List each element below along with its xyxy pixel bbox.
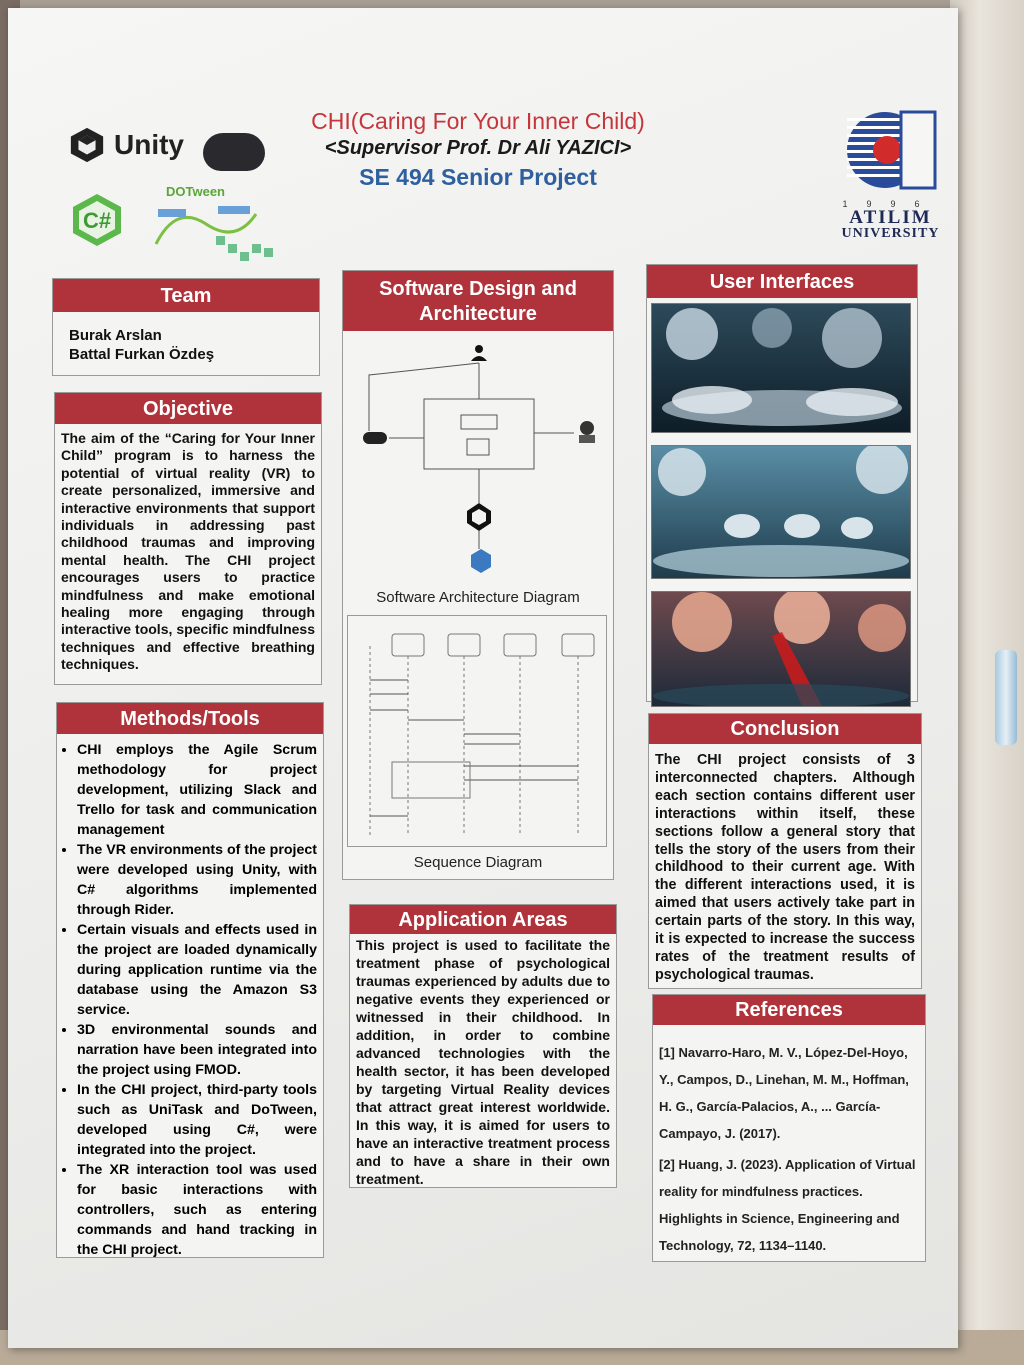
title-block bbox=[258, 106, 698, 191]
poster bbox=[8, 8, 958, 1348]
sequence-caption: Sequence Diagram bbox=[413, 854, 543, 871]
dotween-label: DOTween bbox=[166, 184, 225, 199]
references-panel bbox=[652, 994, 926, 1262]
unity-cube-icon bbox=[68, 126, 106, 164]
csharp-icon bbox=[70, 192, 124, 248]
course-name: SE 494 Senior Project bbox=[359, 164, 597, 190]
vr-headset-icon bbox=[203, 133, 265, 171]
objective-text: The aim of the “Caring for Your Inner Child” program is to harness the potential of virtual reality (VR) to create personalized, immersive and interactive environments that support individuals in addressing past childhood traumas and improving mental health. The CHI project encourages users to practice mindfulness and make emotional healing more engaging through interactive tools, specific mindfulness techniques and effective breathing techniques. bbox=[61, 430, 315, 673]
conclusion-heading: Conclusion bbox=[649, 714, 921, 744]
vr-sunset-screenshot bbox=[651, 591, 911, 707]
water-bottle bbox=[995, 650, 1017, 745]
university-sub: UNIVERSITY bbox=[841, 226, 940, 241]
unity-logo bbox=[68, 126, 184, 164]
supervisor-line: <Supervisor Prof. Dr Ali YAZICI> bbox=[324, 137, 632, 159]
poster-title: CHI(Caring For Your Inner Child) bbox=[311, 108, 645, 134]
ui-heading: User Interfaces bbox=[647, 265, 917, 298]
dotween-logo bbox=[146, 184, 286, 264]
list-item: • CHI employs the Agile Scrum methodology for project development, utilizing Slack and Trello for task and communication management bbox=[77, 740, 317, 840]
architecture-caption: Software Architecture Diagram bbox=[376, 589, 580, 606]
team-panel bbox=[52, 278, 320, 376]
objective-panel bbox=[54, 392, 322, 685]
methods-panel bbox=[56, 702, 324, 1258]
application-panel bbox=[349, 904, 617, 1188]
university-name: ATILIM bbox=[849, 207, 932, 228]
references-list bbox=[653, 1025, 925, 1273]
reference-item: [2] Huang, J. (2023). Application of Virtual reality for mindfulness practices. Highlights in Science, Engineering and Technology, 72, 1134–1140. bbox=[659, 1157, 916, 1253]
reference-item: [1] Navarro-Haro, M. V., López-Del-Hoyo, Y., Campos, D., Linehan, M. M., Hoffman, H. G., García-Palacios, A., ... García-Campayo, J. (2017). bbox=[659, 1045, 909, 1141]
university-year: 1996 bbox=[842, 199, 939, 209]
conclusion-text: The CHI project consists of 3 interconnected chapters. Although each section contains different user interactions within itself, these sections follow a general story that tells the story of the users from their childhood to their current age. With the different interactions used, it is aimed that users actively take part in certain parts of the story. In this way, it is expected to increase the success rates of the treatment results of psychological traumas. bbox=[655, 752, 915, 983]
university-logo bbox=[838, 108, 943, 242]
team-member: Battal Furkan Özdeş bbox=[69, 346, 215, 363]
team-member: Burak Arslan bbox=[69, 327, 162, 344]
application-heading: Application Areas bbox=[350, 905, 616, 934]
unity-wordmark: Unity bbox=[114, 129, 184, 160]
methods-heading: Methods/Tools bbox=[57, 703, 323, 734]
design-panel bbox=[342, 270, 614, 880]
team-heading: Team bbox=[53, 279, 319, 312]
list-item: • The XR interaction tool was used for basic interactions with controllers, such as entering commands and hand tracking in the CHI project. bbox=[77, 1160, 317, 1260]
svg-text:C#: C# bbox=[82, 208, 112, 233]
vr-lake-screenshot bbox=[651, 445, 911, 579]
ui-panel bbox=[646, 264, 918, 702]
team-members bbox=[53, 312, 319, 378]
sequence-diagram bbox=[347, 615, 607, 847]
atilim-emblem-icon bbox=[843, 108, 939, 192]
methods-list bbox=[57, 740, 323, 1260]
list-item: • Certain visuals and effects used in the project are loaded dynamically during application runtime via the database using the Amazon S3 service. bbox=[77, 920, 317, 1020]
application-text: This project is used to facilitate the treatment phase of psychological traumas experienced by adults due to negative events they experienced or witnessed in their childhood. In addition, in order to combine advanced technologies with the health sector, it has been developed by targeting Virtual Reality devices that attract great interest worldwide. In this way, it is aimed for users to have an interactive treatment process and to have a share in their own treatment. bbox=[356, 937, 610, 1187]
references-heading: References bbox=[653, 995, 925, 1025]
list-item: • The VR environments of the project were developed using Unity, with C# algorithms implemented through Rider. bbox=[77, 840, 317, 920]
conclusion-panel bbox=[648, 713, 922, 989]
vr-forest-screenshot bbox=[651, 303, 911, 433]
objective-heading: Objective bbox=[55, 393, 321, 424]
design-heading: Software Design and Architecture bbox=[343, 271, 613, 331]
software-architecture-diagram bbox=[349, 335, 607, 585]
list-item: • In the CHI project, third-party tools such as UniTask and DoTween, developed using C#, were integrated into the project. bbox=[77, 1080, 317, 1160]
list-item: • 3D environmental sounds and narration have been integrated into the project using FMOD. bbox=[77, 1020, 317, 1080]
